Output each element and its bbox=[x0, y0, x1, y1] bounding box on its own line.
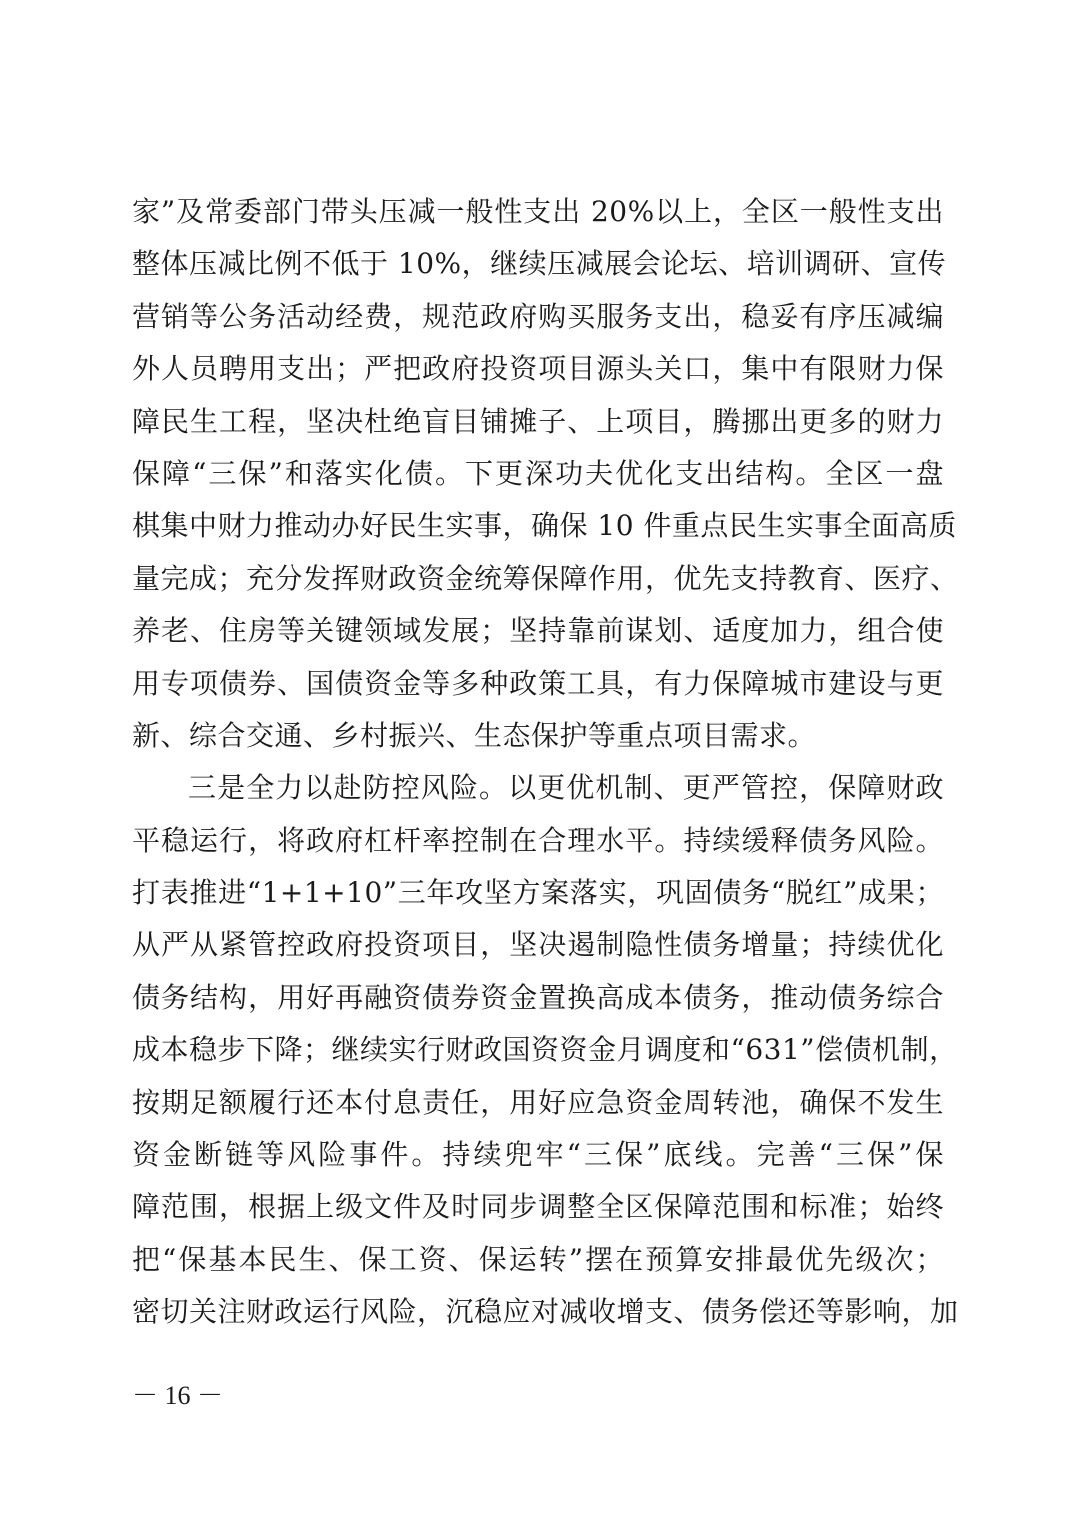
text-line: 资金断链等风险事件。持续兜牢“三保”底线。完善“三保”保 bbox=[132, 1138, 944, 1172]
text-line: 成本稳步下降；继续实行财政国资资金月调度和“631”偿债机制， bbox=[132, 1033, 958, 1067]
text-line: 营销等公务活动经费，规范政府购买服务支出，稳妥有序压减编 bbox=[132, 299, 944, 333]
paragraph bbox=[132, 762, 959, 1338]
text-line: 障民生工程，坚决杜绝盲目铺摊子、上项目，腾挪出更多的财力 bbox=[132, 404, 944, 438]
text-line: 从严从紧管控政府投资项目，坚决遏制隐性债务增量；持续优化 bbox=[132, 928, 944, 962]
paragraph bbox=[132, 186, 959, 762]
text-line: 打表推进“1+1+10”三年攻坚方案落实，巩固债务“脱红”成果； bbox=[132, 876, 944, 910]
text-line: 债务结构，用好再融资债券资金置换高成本债务，推动债务综合 bbox=[132, 980, 944, 1014]
text-line: 把“保基本民生、保工资、保运转”摆在预算安排最优先级次； bbox=[132, 1242, 944, 1276]
text-line: 密切关注财政运行风险，沉稳应对减收增支、债务偿还等影响，加 bbox=[132, 1295, 959, 1329]
page-number: － 16 － bbox=[132, 1381, 224, 1410]
document-body bbox=[132, 186, 959, 1339]
text-line: 家”及常委部门带头压减一般性支出 20%以上，全区一般性支出 bbox=[132, 195, 944, 228]
text-line: 外人员聘用支出；严把政府投资项目源头关口，集中有限财力保 bbox=[132, 352, 944, 386]
text-line: 养老、住房等关键领域发展；坚持靠前谋划、适度加力，组合使 bbox=[132, 614, 944, 648]
text-line: 整体压减比例不低于 10%，继续压减展会论坛、培训调研、宣传 bbox=[132, 247, 947, 281]
text-line: 按期足额履行还本付息责任，用好应急资金周转池，确保不发生 bbox=[132, 1085, 944, 1119]
text-line: 量完成；充分发挥财政资金统筹保障作用，优先支持教育、医疗、 bbox=[132, 561, 959, 595]
text-line: 三是全力以赴防控风险。以更优机制、更严管控，保障财政 bbox=[188, 771, 944, 805]
text-line: 新、综合交通、乡村振兴、生态保护等重点项目需求。 bbox=[132, 718, 817, 752]
text-line: 保障“三保”和落实化债。下更深功夫优化支出结构。全区一盘 bbox=[132, 456, 944, 490]
text-line: 平稳运行，将政府杠杆率控制在合理水平。持续缓释债务风险。 bbox=[132, 823, 944, 857]
text-line: 用专项债券、国债资金等多种政策工具，有力保障城市建设与更 bbox=[132, 666, 944, 700]
text-line: 棋集中财力推动办好民生实事，确保 10 件重点民生实事全面高质 bbox=[132, 509, 957, 543]
text-line: 障范围，根据上级文件及时同步调整全区保障范围和标准；始终 bbox=[132, 1190, 944, 1224]
